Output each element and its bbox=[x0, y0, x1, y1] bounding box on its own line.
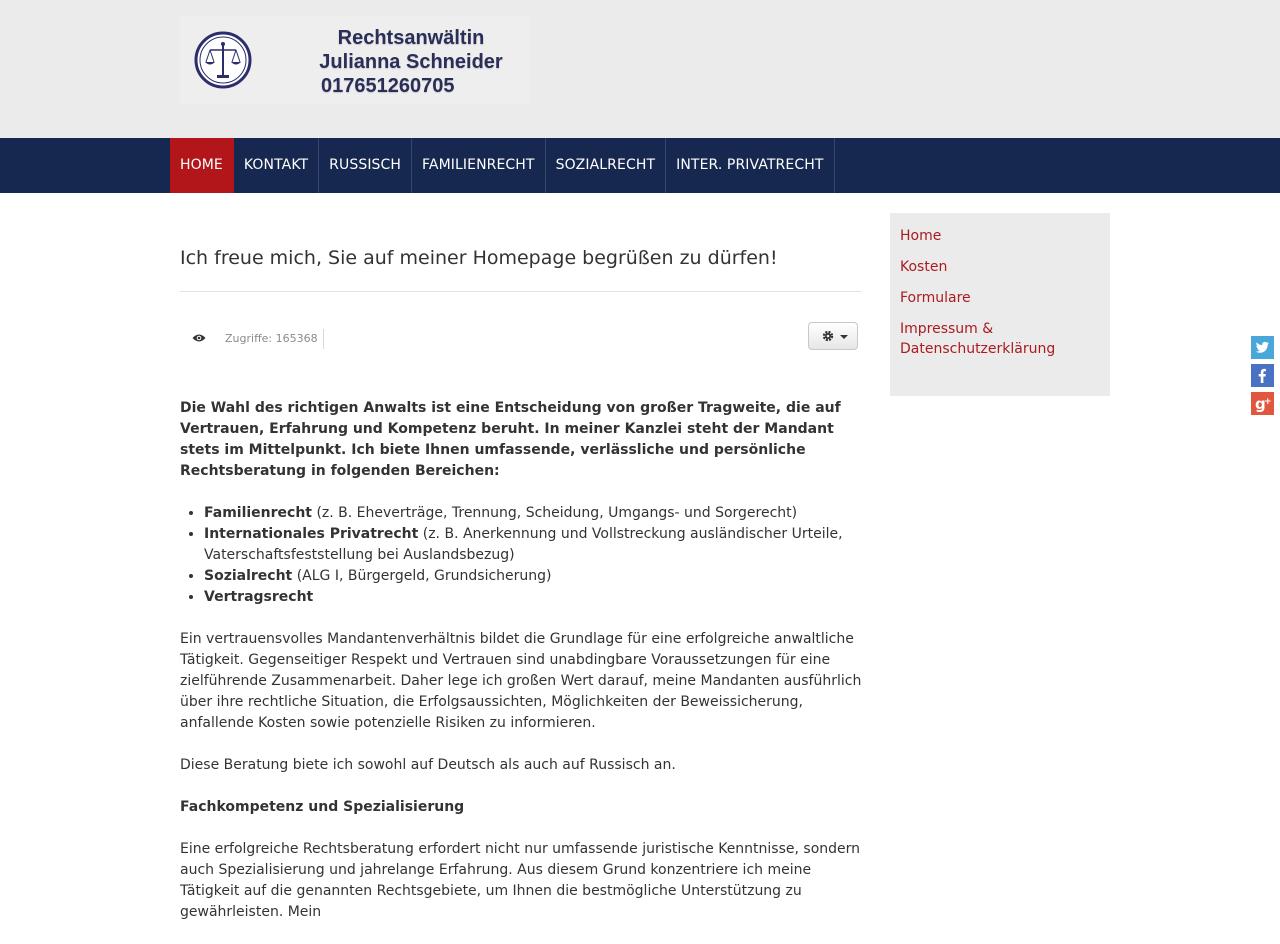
list-item bbox=[204, 587, 862, 608]
main-navigation bbox=[0, 138, 1280, 193]
area-name: Vertragsrecht bbox=[204, 589, 314, 605]
google-plus-icon bbox=[1251, 392, 1274, 415]
gear-icon bbox=[822, 330, 834, 342]
area-detail: (ALG I, Bürgergeld, Grundsicherung) bbox=[292, 568, 552, 584]
subheading-text: Fachkompetenz und Spezialisierung bbox=[180, 799, 465, 815]
title-divider bbox=[180, 291, 862, 292]
paragraph: Diese Beratung biete ich sowohl auf Deutsch als auch auf Russisch an. bbox=[180, 757, 676, 773]
svg-text:g: g bbox=[1255, 395, 1266, 413]
intro-text: Die Wahl des richtigen Anwalts ist eine Entscheidung von großer Tragweite, die auf Vertrauen, Erfahrung und Kompetenz beruht. In meiner Kanzlei steht der Mandant stets im Mittelpunkt. Ich biete Ihnen umfassende, verlässliche und persönliche Rechtsberatung in folgenden Bereichen: bbox=[180, 400, 841, 479]
area-name: Internationales Privatrecht bbox=[204, 526, 419, 542]
nav-item-home[interactable]: HOME bbox=[170, 138, 234, 193]
sidebar-item-home[interactable]: Home bbox=[900, 228, 942, 244]
sidebar-item-impressum[interactable]: Impressum & Datenschutzerklärung bbox=[900, 321, 1056, 357]
caret-down-icon bbox=[840, 335, 848, 339]
paragraph: Eine erfolgreiche Rechtsberatung erfordert nicht nur umfassende juristische Kenntnisse, sondern auch Spezialisierung und jahrelange Erfahrung. Aus diesem Grund konzentriere ich meine Tätigkeit auf die genannten Rechtsgebiete, um Ihnen die bestmögliche Unterstützung zu gewährleisten. Mein bbox=[180, 841, 861, 920]
nav-item-sozialrecht[interactable]: SOZIALRECHT bbox=[546, 138, 667, 193]
twitter-share-button[interactable] bbox=[1251, 336, 1274, 359]
google-plus-share-button[interactable] bbox=[1251, 392, 1274, 415]
svg-text:+: + bbox=[1264, 397, 1272, 407]
page-title: Ich freue mich, Sie auf meiner Homepage begrüßen zu dürfen! bbox=[180, 247, 778, 269]
area-name: Familienrecht bbox=[204, 505, 312, 521]
list-item bbox=[204, 503, 862, 524]
practice-areas-list bbox=[180, 503, 862, 608]
scales-of-justice-icon bbox=[194, 30, 252, 90]
intro-paragraph bbox=[180, 398, 862, 482]
twitter-icon bbox=[1251, 336, 1274, 359]
subheading bbox=[180, 797, 862, 818]
logo-name: Julianna Schneider bbox=[319, 51, 503, 73]
nav-item-inter-privatrecht[interactable]: INTER. PRIVATRECHT bbox=[666, 138, 834, 193]
facebook-icon bbox=[1251, 364, 1274, 387]
site-header bbox=[0, 0, 1280, 138]
area-detail: (z. B. Anerkennung und Vollstreckung ausländischer Urteile, Vaterschaftsfeststellung bei Auslandsbezug) bbox=[204, 526, 843, 563]
nav-item-russisch[interactable]: RUSSISCH bbox=[319, 138, 412, 193]
logo-title: Rechtsanwältin bbox=[337, 27, 485, 49]
nav-menu bbox=[170, 138, 835, 193]
facebook-share-button[interactable] bbox=[1251, 364, 1274, 387]
sidebar-item-kosten[interactable]: Kosten bbox=[900, 259, 948, 275]
sidebar-list bbox=[890, 213, 1110, 359]
nav-item-familienrecht[interactable]: FAMILIENRECHT bbox=[412, 138, 546, 193]
area-detail: (z. B. Eheverträge, Trennung, Scheidung, Umgangs- und Sorgerecht) bbox=[312, 505, 798, 521]
article-body bbox=[180, 398, 862, 944]
eye-icon bbox=[192, 333, 206, 343]
sidebar-item-formulare[interactable]: Formulare bbox=[900, 290, 971, 306]
hits-counter: Zugriffe: 165368 bbox=[225, 329, 324, 349]
logo-phone: 017651260705 bbox=[321, 75, 455, 97]
area-name: Sozialrecht bbox=[204, 568, 293, 584]
paragraph: Ein vertrauensvolles Mandantenverhältnis bildet die Grundlage für eine erfolgreiche anwaltliche Tätigkeit. Gegenseitiger Respekt und Vertrauen sind unabdingbare Voraussetzungen für eine zielführende Zusammenarbeit. Daher lege ich großen Wert darauf, meine Mandanten ausführlich über ihre rechtliche Situation, die Erfolgsaussichten, Möglichkeiten der Beweissicherung, anfallende Kosten sowie potenzielle Risiken zu informieren. bbox=[180, 631, 862, 731]
nav-item-kontakt[interactable]: KONTAKT bbox=[234, 138, 319, 193]
article-tools-button[interactable] bbox=[808, 322, 858, 350]
list-item bbox=[204, 566, 862, 587]
logo-text bbox=[296, 26, 526, 98]
list-item bbox=[204, 524, 862, 566]
sidebar-menu bbox=[890, 213, 1110, 396]
